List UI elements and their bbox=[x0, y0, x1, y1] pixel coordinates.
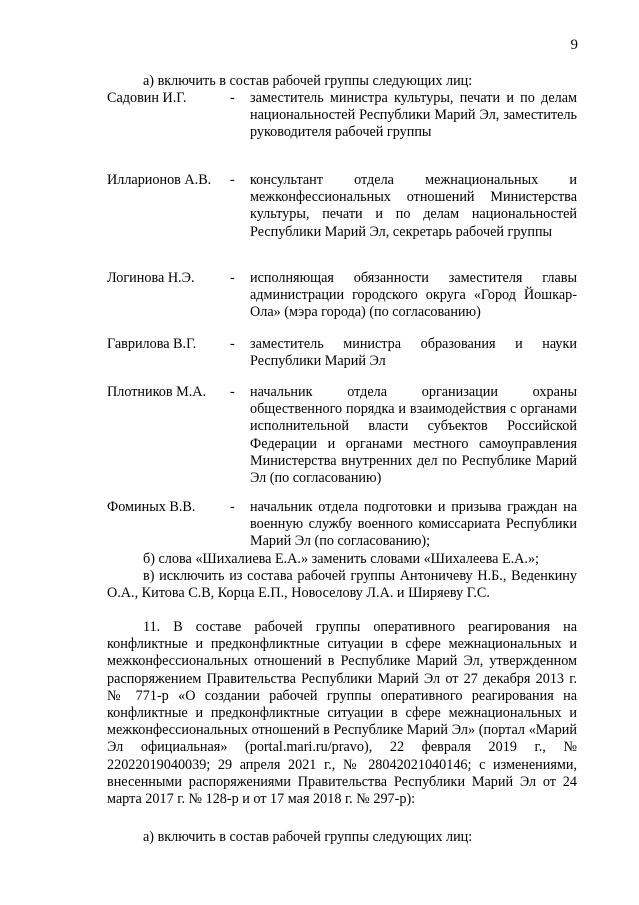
member-dash: - bbox=[230, 172, 235, 188]
member-name: Илларионов А.В. bbox=[107, 172, 212, 188]
member-role: начальник отдела подготовки и призыва граждан на военную службу военного комиссариата Республики Марий Эл (по согласованию); bbox=[250, 499, 577, 550]
item-v: в) исключить из состава рабочей группы Антоничеву Н.Б., Веденкину О.А., Китова С.В, Корца Е.П., Новоселову Л.А. и Ширяеву Г.С. bbox=[107, 568, 577, 602]
member-dash: - bbox=[230, 499, 235, 515]
member-role: начальник отдела организации охраны общественного порядка и взаимодействия с органами исполнительной власти субъектов Российской Федерации и органами местного самоуправления Министерства внутренних дел по Республике Марий Эл (по согласованию) bbox=[250, 384, 577, 487]
intro-item-a: а) включить в состав рабочей группы следующих лиц: bbox=[143, 73, 473, 89]
member-name: Фоминых В.В. bbox=[107, 499, 196, 515]
member-dash: - bbox=[230, 90, 235, 106]
member-role: заместитель министра образования и науки Республики Марий Эл bbox=[250, 336, 577, 370]
member-role: консультант отдела межнациональных и межконфессиональных отношений Министерства культуры, печати и по делам национальностей Республики Марий Эл, секретарь рабочей группы bbox=[250, 172, 577, 240]
item-11-a: а) включить в состав рабочей группы следующих лиц: bbox=[143, 829, 473, 845]
member-name: Плотников М.А. bbox=[107, 384, 207, 400]
member-name: Гаврилова В.Г. bbox=[107, 336, 197, 352]
member-dash: - bbox=[230, 336, 235, 352]
paragraph-11: 11. В составе рабочей группы оперативного реагирования на конфликтные и предконфликтные ситуации в сфере межнациональных и межконфессиональных отношений в Республике Марий Эл, утвержденном распоряжением Правительства Республики Марий Эл от 27 декабря 2013 г. № 771-р «О создании рабочей группы оперативного реагирования на конфликтные и предконфликтные ситуации в сфере межнациональных и межконфессиональных отношений в Республике Марий Эл» (портал «Марий Эл официальная» (portal.mari.ru/pravo), 22 февраля 2019 г., № 22022019040039; 29 апреля 2021 г., № 28042021040146; с изменениями, внесенными распоряжениями Правительства Республики Марий Эл от 24 марта 2017 г. № 128-р и от 17 мая 2018 г. № 297-р): bbox=[107, 619, 577, 808]
member-dash: - bbox=[230, 384, 235, 400]
member-name: Садовин И.Г. bbox=[107, 90, 187, 106]
item-b: б) слова «Шихалиева Е.А.» заменить словами «Шихалеева Е.А.»; bbox=[143, 551, 539, 567]
member-role: заместитель министра культуры, печати и по делам национальностей Республики Марий Эл, заместитель руководителя рабочей группы bbox=[250, 90, 577, 141]
member-dash: - bbox=[230, 270, 235, 286]
member-name: Логинова Н.Э. bbox=[107, 270, 195, 286]
member-role: исполняющая обязанности заместителя главы администрации городского округа «Город Йошкар-Ола» (мэра города) (по согласованию) bbox=[250, 270, 577, 321]
page-number: 9 bbox=[570, 37, 578, 53]
